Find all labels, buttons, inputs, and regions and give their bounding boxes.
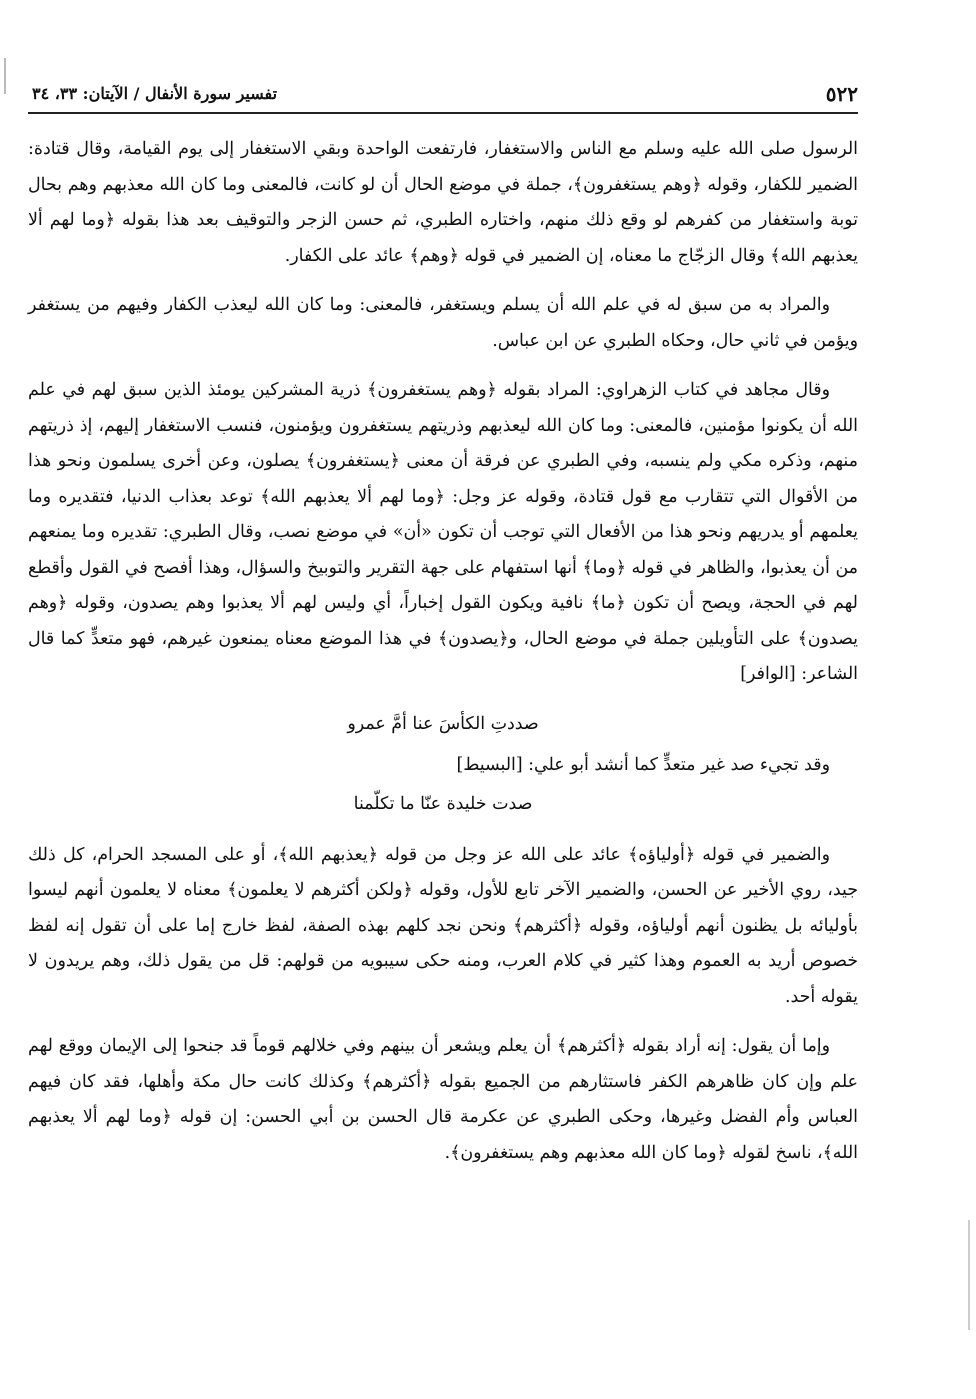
paragraph: والضمير في قوله ﴿أولياؤه﴾ عائد على الله عز وجل من قوله ﴿يعذبهم الله﴾، أو على المسجد الحرام، كل ذلك جيد، روي الأخير عن الحسن، والضمير الآخر تابع للأول، وقوله ﴿ولكن أكثرهم لا يعلمون﴾ معناه لا يعلمون أنهم ليسوا بأوليائه بل يظنون أنهم أولياؤه، وقوله ﴿أكثرهم﴾ ونحن نجد كلهم بهذه الصفة، لفظ خارج إما على أن تقول إنه لفظ خصوص أريد به العموم وهذا كثير في كلام العرب، ومنه حكى سيبويه من قولهم: قل من يقول ذلك، وهم يريدون لا يقوله أحد. [28,844,858,1007]
paragraph: الرسول صلى الله عليه وسلم مع الناس والاستغفار، فارتفعت الواحدة وبقي الاستغفار إلى يوم القيامة، وقال قتادة: الضمير للكفار، وقوله ﴿وهم يستغفرون﴾، جملة في موضع الحال أن لو كانت، فالمعنى وما كان الله معذبهم وهم بحال توبة واستغفار من كفرهم لو وقع ذلك منهم، واختاره الطبري، ثم حسن الزجر والتوقيف بعد هذا بقوله ﴿وما لهم ألا يعذبهم الله﴾ وقال الزجّاج ما معناه، إن الضمير في قوله ﴿وهم﴾ عائد على الكفار. [28,139,858,266]
scan-margin-mark [4,58,6,94]
page-number: ٥٢٢ [825,82,858,106]
paragraph: والمراد به من سبق له في علم الله أن يسلم ويستغفر، فالمعنى: وما كان الله ليعذب الكفار وفيهم من يستغفر ويؤمن في ثاني حال، وحكاه الطبري عن ابن عباس. [28,295,858,351]
running-title: تفسير سورة الأنفال / الآيتان: ٣٣، ٣٤ [32,84,278,103]
poetry-verse: صدت خليدة عنّا ما تكلّمنا [353,793,533,814]
book-page [28,78,858,1185]
paragraph: وإما أن يقول: إنه أراد بقوله ﴿أكثرهم﴾ أن يعلم ويشعر أن بينهم وفي خلالهم قوماً قد جنحوا إلى الإيمان ووقع لهم علم وإن كان ظاهرهم الكفر فاستثارهم من الجميع بقوله ﴿أكثرهم﴾ وكذلك كانت حال مكة وأهلها، فقد كان فيهم العباس وأم الفضل وغيرها، وحكى الطبري عن عكرمة قال الحسن بن أبي الحسن: إن قوله ﴿وما لهم ألا يعذبهم الله﴾، ناسخ لقوله ﴿وما كان الله معذبهم وهم يستغفرون﴾. [28,1036,858,1163]
scan-margin-mark [968,1220,970,1330]
verse-intro: وقد تجيء صد غير متعدٍّ كما أنشد أبو علي: [البسيط] [456,754,830,775]
paragraph: وقال مجاهد في كتاب الزهراوي: المراد بقوله ﴿وهم يستغفرون﴾ ذرية المشركين يومئذ الذين سبق لهم في علم الله أن يكونوا مؤمنين، فالمعنى: وما كان الله ليعذبهم وذريتهم يستغفرون ويؤمنون، فنسب الاستغفار إليهم، إذ ذريتهم منهم، وذكره مكي ولم ينسبه، وفي الطبري عن فرقة أن معنى ﴿يستغفرون﴾ يصلون، وعن أخرى يسلمون ونحو هذا من الأقوال التي تتقارب مع قول قتادة، وقوله عز وجل: ﴿وما لهم ألا يعذبهم الله﴾ توعد بعذاب الدنيا، فتقديره وما يعلمهم أو يدريهم ونحو هذا من الأفعال التي توجب أن تكون «أن» في موضع نصب، وقال الطبري: تقديره وما يمنعهم من أن يعذبوا، والظاهر في قوله ﴿وما﴾ أنها استفهام على جهة التقرير والتوبيخ والسؤال، وهذا أفصح في القول وأقطع لهم في الحجة، ويصح أن تكون ﴿ما﴾ نافية ويكون القول إخباراً، أي وليس لهم ألا يعذبوا وهم يصدون، وقوله ﴿وهم يصدون﴾ على التأويلين جملة في موضع الحال، و﴿يصدون﴾ في هذا الموضع معناه يمنعون غيرهم، فهو متعدٍّ كما قال الشاعر: [الوافر] [28,380,858,684]
poetry-verse: صددتِ الكأسَ عنا أمَّ عمرو [347,713,539,734]
page-header [28,78,858,114]
